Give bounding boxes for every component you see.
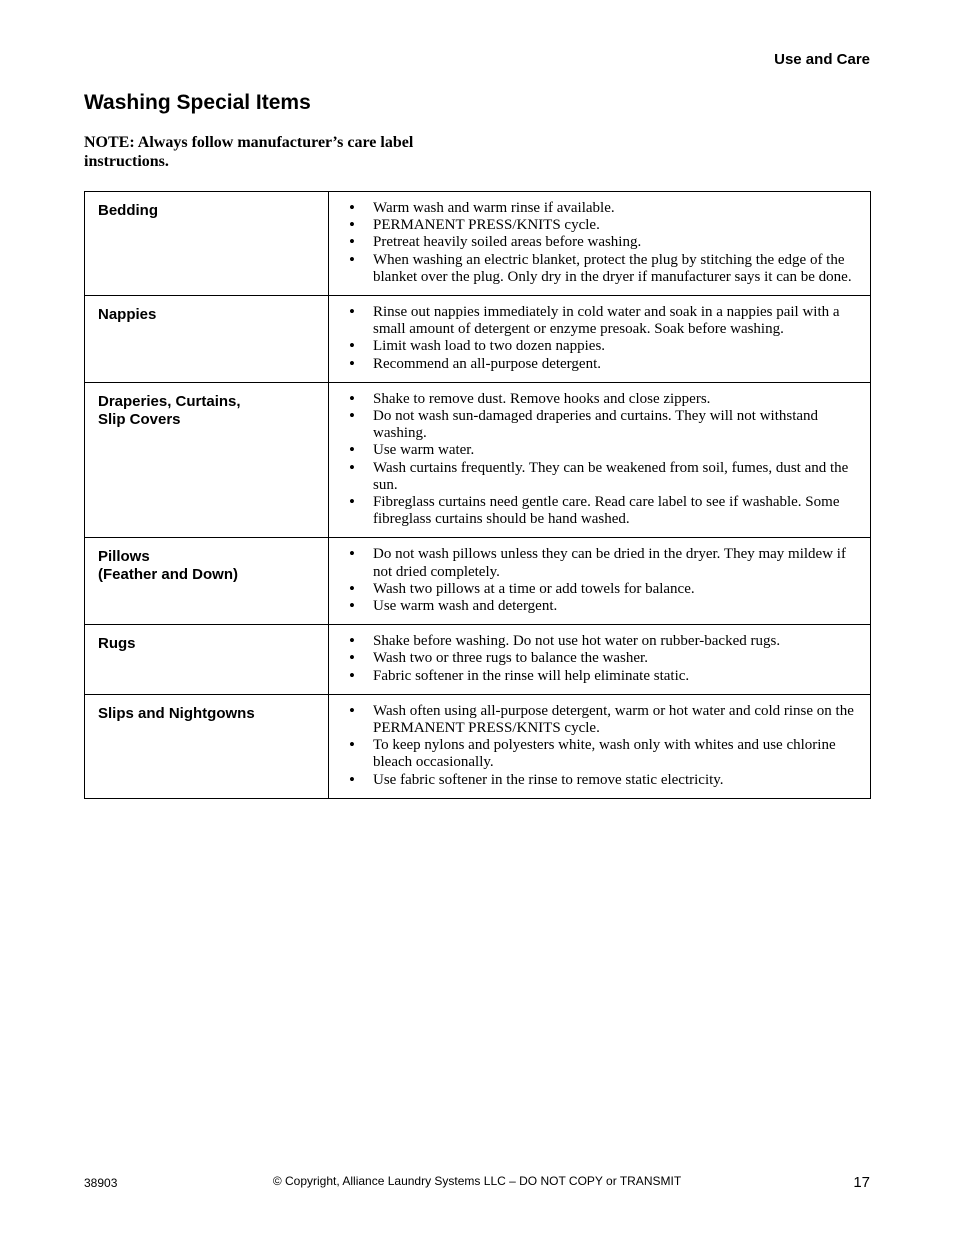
- tip-item: • Use warm wash and detergent.: [349, 598, 860, 615]
- table-row: [85, 382, 871, 538]
- tips-cell: [329, 625, 871, 695]
- tip-item: • Recommend an all-purpose detergent.: [349, 356, 860, 373]
- tips-list: [349, 391, 860, 529]
- table-row: [85, 192, 871, 296]
- section-header: Use and Care: [774, 51, 870, 68]
- item-name: Pillows (Feather and Down): [98, 548, 239, 584]
- care-label-note: NOTE: Always follow manufacturer’s care label instructions.: [84, 134, 414, 170]
- tips-list: [349, 703, 860, 789]
- tip-item: • Fabric softener in the rinse will help eliminate static.: [349, 668, 860, 685]
- tips-cell: [329, 694, 871, 798]
- tip-item: • Pretreat heavily soiled areas before washing.: [349, 234, 860, 251]
- item-name: Draperies, Curtains, Slip Covers: [98, 392, 241, 428]
- tip-item: • To keep nylons and polyesters white, wash only with whites and use chlorine bleach occasionally.: [349, 737, 860, 771]
- tip-item: • Wash often using all-purpose detergent, warm or hot water and cold rinse on the PERMANENT PRESS/KNITS cycle.: [349, 703, 860, 737]
- tip-item: • Rinse out nappies immediately in cold water and soak in a nappies pail with a small amount of detergent or enzyme presoak. Soak before washing.: [349, 304, 860, 338]
- item-cell: [85, 192, 329, 296]
- tip-item: • Use fabric softener in the rinse to remove static electricity.: [349, 772, 860, 789]
- tips-cell: [329, 296, 871, 383]
- tip-item: • Wash curtains frequently. They can be weakened from soil, fumes, dust and the sun.: [349, 460, 860, 494]
- tips-cell: [329, 382, 871, 538]
- item-cell: [85, 694, 329, 798]
- tips-list: [349, 546, 860, 615]
- tip-item: • Do not wash sun-damaged draperies and curtains. They will not withstand washing.: [349, 408, 860, 442]
- tip-item: • Use warm water.: [349, 442, 860, 459]
- item-name: Bedding: [98, 202, 158, 219]
- item-cell: [85, 625, 329, 695]
- tip-item: • Limit wash load to two dozen nappies.: [349, 338, 860, 355]
- document-number: 38903: [84, 1176, 118, 1190]
- copyright-notice: © Copyright, Alliance Laundry Systems LLC – DO NOT COPY or TRANSMIT: [272, 1174, 682, 1188]
- tip-item: • Warm wash and warm rinse if available.: [349, 200, 860, 217]
- tips-list: [349, 200, 860, 286]
- item-name: Nappies: [98, 306, 157, 324]
- item-name: Rugs: [98, 635, 136, 653]
- tip-item: • Wash two or three rugs to balance the washer.: [349, 650, 860, 667]
- table-row: [85, 694, 871, 798]
- page-title: Washing Special Items: [84, 91, 311, 114]
- item-cell: [85, 296, 329, 383]
- washing-special-items-table: [84, 191, 871, 799]
- tip-item: • When washing an electric blanket, protect the plug by stitching the edge of the blanket over the plug. Only dry in the dryer if manufacturer says it can be done.: [349, 252, 860, 286]
- tip-item: • Wash two pillows at a time or add towels for balance.: [349, 581, 860, 598]
- table-row: [85, 538, 871, 625]
- page-number: 17: [853, 1174, 870, 1191]
- tip-item: • Shake to remove dust. Remove hooks and close zippers.: [349, 391, 860, 408]
- tips-cell: [329, 538, 871, 625]
- item-name: Slips and Nightgowns: [98, 704, 255, 722]
- tip-item: • Shake before washing. Do not use hot water on rubber-backed rugs.: [349, 633, 860, 650]
- table-body: [85, 192, 871, 799]
- tip-item: • PERMANENT PRESS/KNITS cycle.: [349, 217, 860, 234]
- table-row: [85, 296, 871, 383]
- item-cell: [85, 538, 329, 625]
- table-row: [85, 625, 871, 695]
- item-cell: [85, 382, 329, 538]
- tip-item: • Fibreglass curtains need gentle care. Read care label to see if washable. Some fibreglass curtains should be hand washed.: [349, 494, 860, 528]
- tip-item: • Do not wash pillows unless they can be dried in the dryer. They may mildew if not dried completely.: [349, 546, 860, 580]
- tips-cell: [329, 192, 871, 296]
- tips-list: [349, 304, 860, 373]
- tips-list: [349, 633, 860, 685]
